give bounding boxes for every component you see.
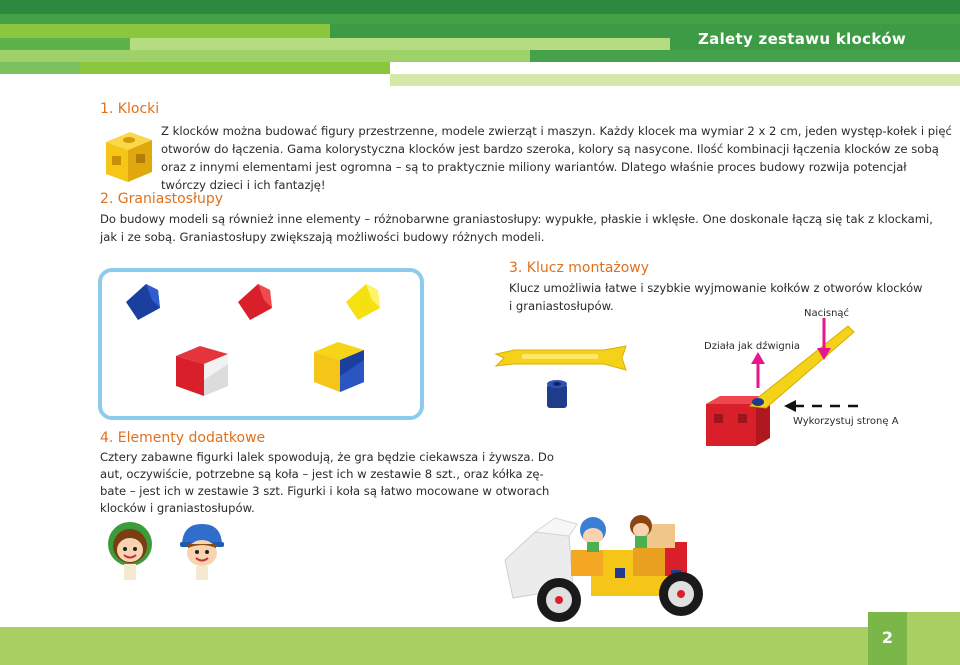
- paragraph-line: Cztery zabawne figurki lalek spowodują, że gra będzie ciekawsza i żywsza. Do: [100, 450, 554, 464]
- paragraph-line: Klucz umożliwia łatwe i szybkie wyjmowanie kołków z otworów klocków: [509, 281, 923, 295]
- label-side-a: Wykorzystuj stronę A: [793, 416, 899, 427]
- paragraph-line: i graniastosłupów.: [509, 299, 614, 313]
- yellow-brick-image: [100, 128, 156, 186]
- section-heading-klucz: 3. Klucz montażowy: [509, 260, 650, 276]
- red-white-prism-icon: [176, 346, 228, 396]
- header-stripe: [0, 14, 960, 24]
- yellow-prism-icon: [346, 284, 380, 320]
- paragraph-line: jak i ze sobą. Graniastosłupy zwiększają możliwości budowy różnych modeli.: [100, 230, 545, 244]
- header-stripe: [130, 38, 670, 50]
- section-heading-elementy: 4. Elementy dodatkowe: [100, 430, 266, 446]
- yellow-blue-prism-icon: [314, 342, 364, 392]
- prisms-illustration: [102, 272, 420, 416]
- paragraph-line: Do budowy modeli są również inne elementy – różnobarwne graniastosłupy: wypukłe, płaskie i wklęsłe. One doskonale łączą się tak z klockami,: [100, 212, 933, 226]
- paragraph-line: oraz z innymi elementami jest ogromna – są to praktycznie miliony wariantów. Dlatego właśnie proces budowy rozwija potencjał: [161, 160, 907, 174]
- header-stripe: [0, 38, 130, 50]
- section-heading-graniastoslupy: 2. Graniastosłupy: [100, 191, 223, 207]
- page-title: Zalety zestawu klocków: [697, 30, 906, 48]
- header-stripe: [0, 24, 330, 38]
- paragraph-line: bate – jest ich w zestawie 3 szt. Figurki i koła są łatwo mocowane w otworach: [100, 484, 550, 498]
- header-stripe: [390, 74, 960, 86]
- wheel-front: [537, 578, 581, 622]
- header-stripe: [530, 50, 960, 62]
- girl-figurine-image: [104, 520, 156, 582]
- label-lever: Działa jak dźwignia: [704, 341, 801, 352]
- toy-car-image: [495, 508, 717, 624]
- paragraph-line: Z klocków można budować figury przestrzenne, modele zwierząt i maszyn. Każdy klocek ma wymiar 2 x 2 cm, jeden występ-kołek i pięć: [161, 124, 952, 138]
- assembly-key-image: [494, 344, 630, 374]
- wheel-rear: [659, 572, 703, 616]
- paragraph-line: aut, oczywiście, potrzebne są koła – jest ich w zestawie 8 szt., oraz kółka zę-: [100, 467, 544, 481]
- header-stripe: [0, 0, 960, 14]
- blue-prism-icon: [126, 284, 160, 320]
- page-number: 2: [881, 628, 894, 647]
- red-prism-icon: [238, 284, 272, 320]
- blue-peg-image: [544, 378, 570, 412]
- label-press: Nacisnąć: [804, 308, 850, 319]
- boy-figurine-image: [176, 520, 228, 582]
- paragraph-line: klocków i graniastosłupów.: [100, 501, 255, 515]
- footer-corner: [907, 612, 960, 665]
- section-heading-klocki: 1. Klocki: [100, 101, 160, 117]
- key-usage-diagram: [700, 318, 880, 450]
- paragraph-line: twórczy dzieci i ich fantazję!: [161, 178, 326, 192]
- header-stripe: [80, 62, 390, 74]
- header-stripe: [0, 50, 530, 62]
- footer-band: [0, 627, 960, 665]
- paragraph-line: otworów do łączenia. Gama kolorystyczna klocków jest bardzo szeroka, kolory są nasycone. Ilość kombinacji łączenia klocków ze sobą: [161, 142, 939, 156]
- header-stripe: [0, 62, 80, 74]
